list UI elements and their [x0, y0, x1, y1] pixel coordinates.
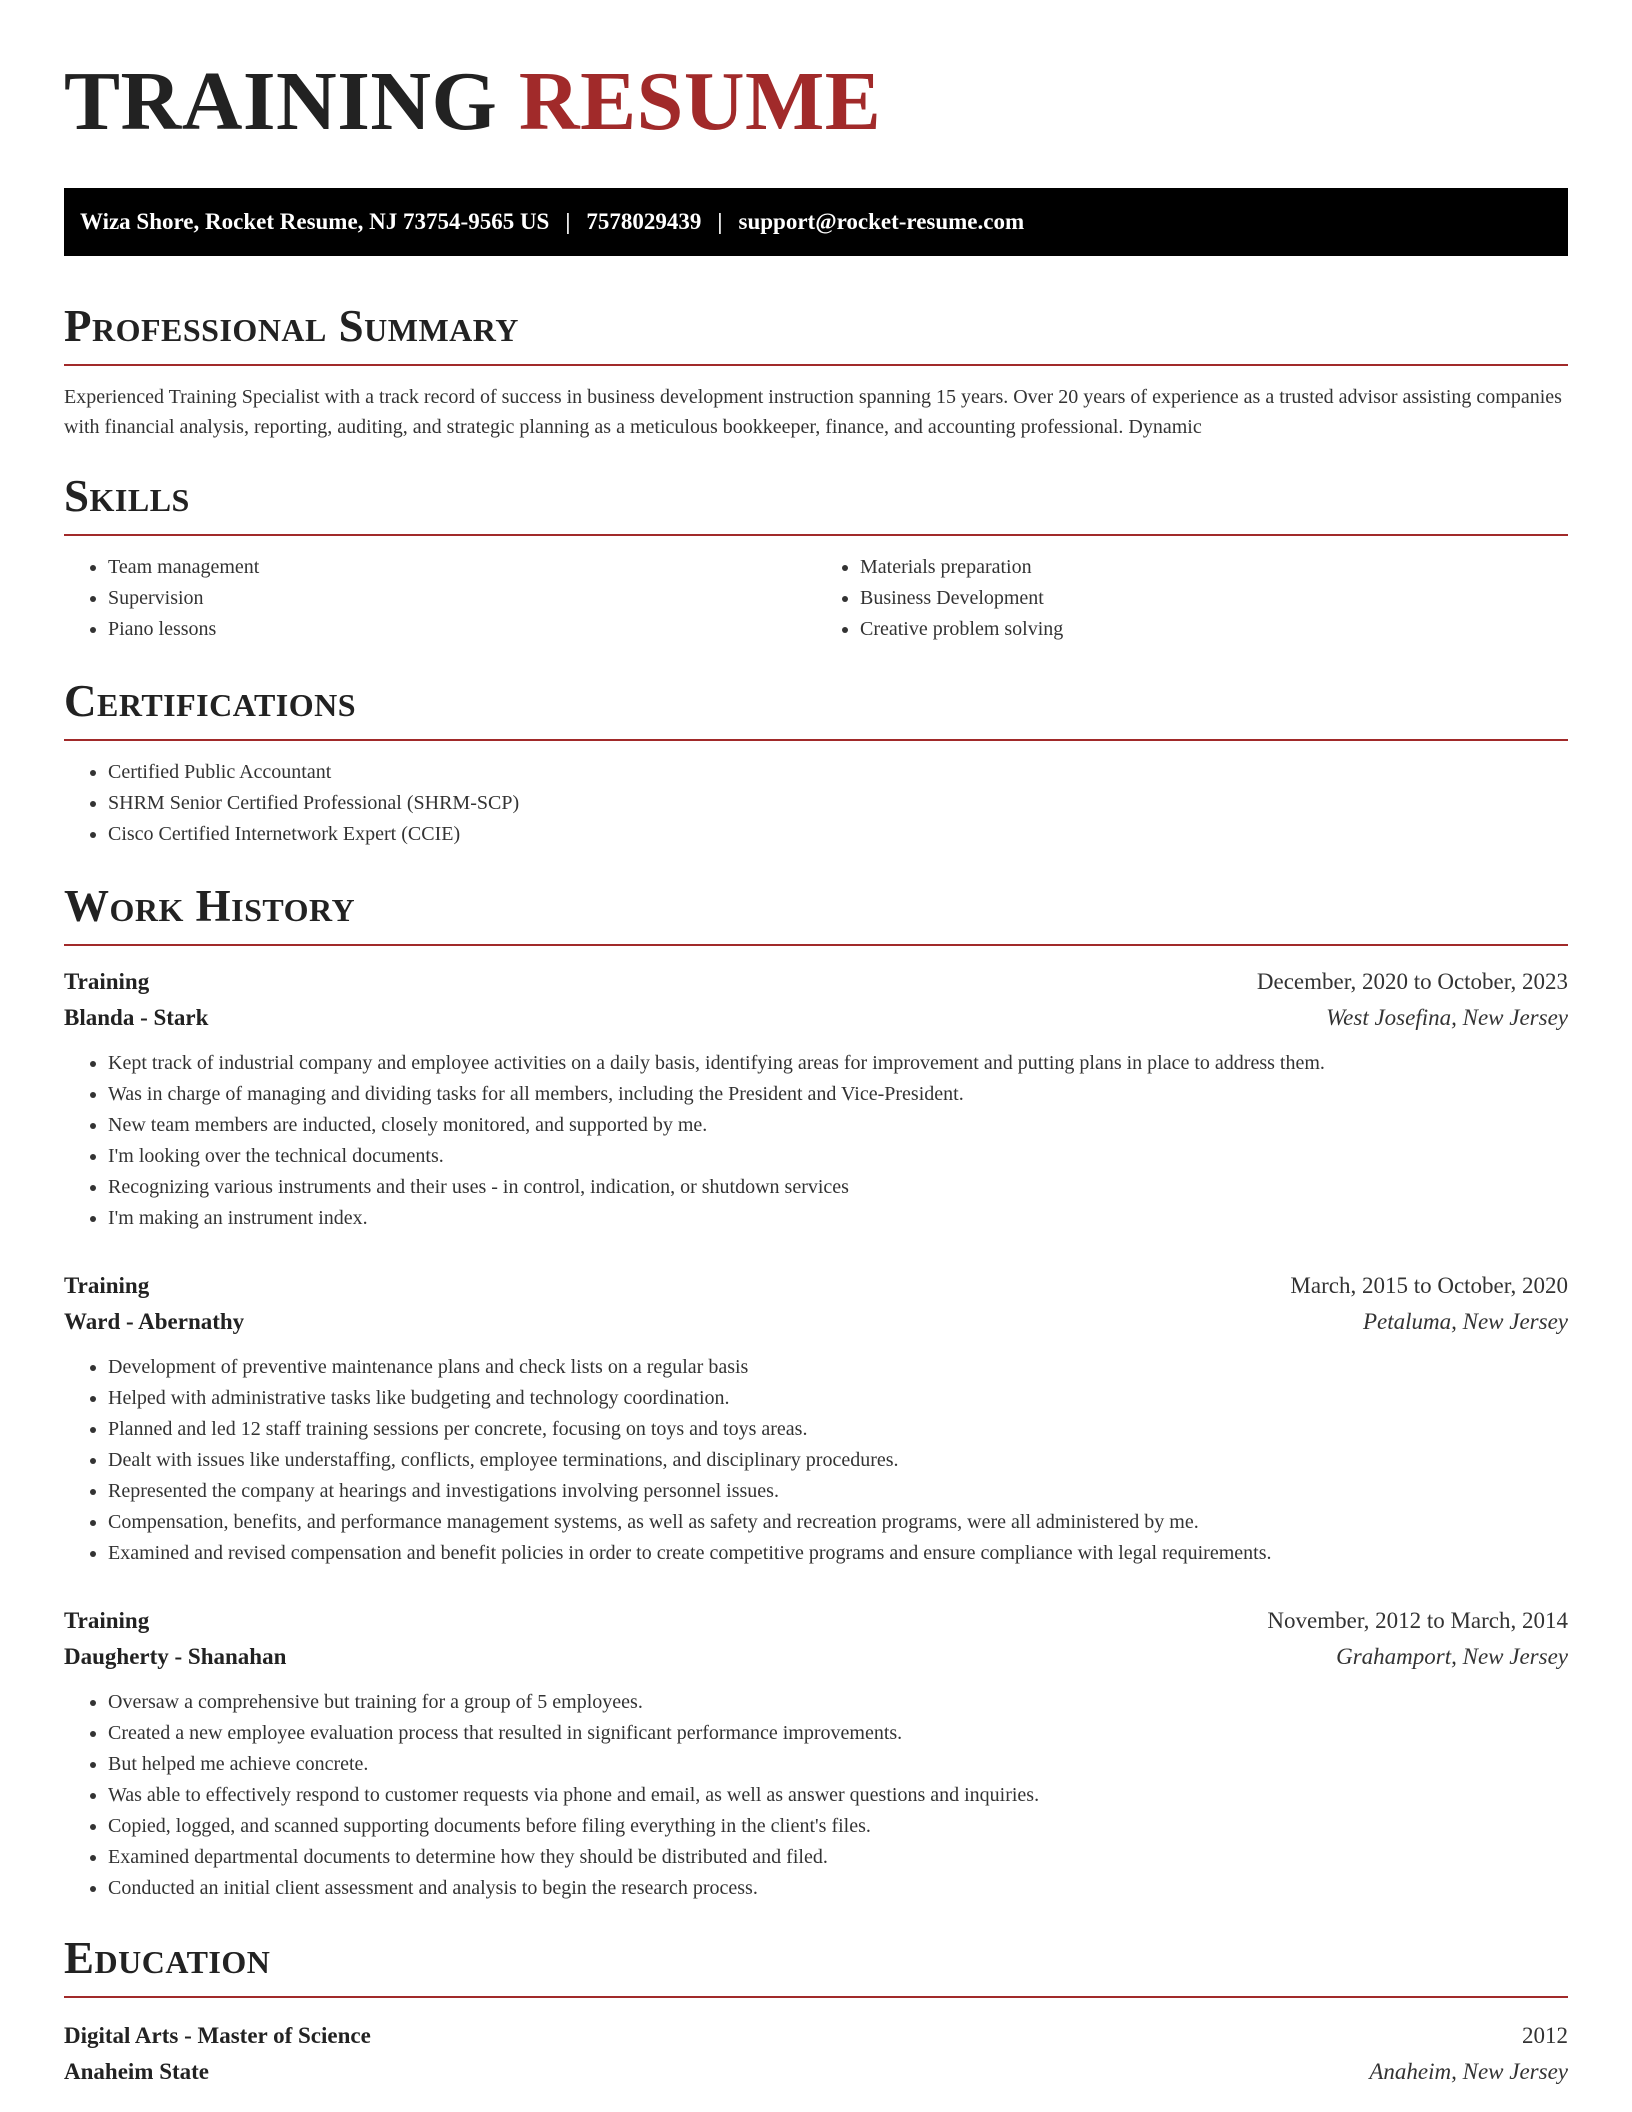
job-title: Training — [64, 1608, 150, 1633]
work-history-heading: Work History — [64, 880, 1568, 946]
contact-phone[interactable]: 7578029439 — [586, 209, 702, 234]
skills-grid — [64, 536, 1568, 645]
job-bullet: • Compensation, benefits, and performance management systems, as well as safety and recreation programs, were all administered by me. — [108, 1507, 1568, 1538]
education-degree-row — [64, 2018, 1568, 2054]
education-location: Anaheim, New Jersey — [1369, 2059, 1568, 2084]
summary-heading: Professional Summary — [64, 300, 1568, 366]
education-degree: Digital Arts - Master of Science — [64, 2023, 371, 2048]
job-title: Training — [64, 1273, 150, 1298]
education-heading: Education — [64, 1932, 1568, 1998]
certifications-section — [64, 675, 1568, 850]
job-bullet: • Created a new employee evaluation process that resulted in significant performance improvements. — [108, 1718, 1568, 1749]
job-bullet: • Planned and led 12 staff training sessions per concrete, focusing on toys and toys areas. — [108, 1414, 1568, 1445]
job-entry — [64, 964, 1568, 1234]
contact-address: Wiza Shore, Rocket Resume, NJ 73754-9565 US — [80, 209, 550, 234]
skills-heading: Skills — [64, 470, 1568, 536]
contact-email[interactable]: support@rocket-resume.com — [738, 209, 1025, 234]
contact-bar — [64, 188, 1568, 256]
job-company: Daugherty - Shanahan — [64, 1644, 287, 1669]
skill-item: • Piano lessons — [108, 614, 816, 645]
resume-title — [64, 56, 1568, 148]
education-school-row — [64, 2054, 1568, 2090]
job-bullets — [64, 1687, 1568, 1904]
education-entry — [64, 2018, 1568, 2090]
skill-item: • Supervision — [108, 583, 816, 614]
job-bullet: • Examined and revised compensation and benefit policies in order to create competitive programs and ensure compliance with legal requirements. — [108, 1538, 1568, 1569]
job-entry — [64, 1268, 1568, 1569]
education-section — [64, 1932, 1568, 2090]
certifications-list — [64, 757, 1568, 850]
contact-separator: | — [717, 209, 723, 234]
job-bullet: • I'm making an instrument index. — [108, 1203, 1568, 1234]
job-location: Grahamport, New Jersey — [1336, 1644, 1568, 1669]
job-location: West Josefina, New Jersey — [1326, 1005, 1568, 1030]
job-company: Blanda - Stark — [64, 1005, 209, 1030]
job-header-row — [64, 1268, 1568, 1304]
skills-list-left — [64, 552, 816, 645]
education-school: Anaheim State — [64, 2059, 210, 2084]
job-bullet: • New team members are inducted, closely monitored, and supported by me. — [108, 1110, 1568, 1141]
skills-list-right — [816, 552, 1568, 645]
summary-text: Experienced Training Specialist with a track record of success in business development instruction spanning 15 years. Over 20 years of experience as a trusted advisor assisting companies with financial analysis, reporting, auditing, and strategic planning as a meticulous bookkeeper, finance, and accounting professional. Dynamic — [64, 386, 1562, 438]
job-bullet: • Dealt with issues like understaffing, conflicts, employee terminations, and disciplinary procedures. — [108, 1445, 1568, 1476]
job-bullets — [64, 1048, 1568, 1234]
title-main: TRAINING — [64, 55, 498, 148]
contact-separator: | — [565, 209, 571, 234]
job-company: Ward - Abernathy — [64, 1309, 245, 1334]
certifications-heading: Certifications — [64, 675, 1568, 741]
job-bullet: • Oversaw a comprehensive but training for a group of 5 employees. — [108, 1687, 1568, 1718]
job-bullet: • Development of preventive maintenance plans and check lists on a regular basis — [108, 1352, 1568, 1383]
job-bullet: • Kept track of industrial company and employee activities on a daily basis, identifying areas for improvement and putting plans in place to address them. — [108, 1048, 1568, 1079]
job-bullet: • Recognizing various instruments and their uses - in control, indication, or shutdown services — [108, 1172, 1568, 1203]
job-header-row — [64, 1603, 1568, 1639]
job-dates: December, 2020 to October, 2023 — [1256, 969, 1568, 994]
job-dates: November, 2012 to March, 2014 — [1267, 1608, 1568, 1633]
job-bullets — [64, 1352, 1568, 1569]
summary-section — [64, 300, 1568, 442]
job-bullet: • Copied, logged, and scanned supporting documents before filing everything in the client's files. — [108, 1811, 1568, 1842]
job-bullet: • Was in charge of managing and dividing tasks for all members, including the President and Vice-President. — [108, 1079, 1568, 1110]
job-bullet: • Helped with administrative tasks like budgeting and technology coordination. — [108, 1383, 1568, 1414]
job-location: Petaluma, New Jersey — [1362, 1309, 1568, 1334]
skill-item: • Business Development — [860, 583, 1568, 614]
job-dates: March, 2015 to October, 2020 — [1290, 1273, 1568, 1298]
job-bullet: • But helped me achieve concrete. — [108, 1749, 1568, 1780]
skill-item: • Materials preparation — [860, 552, 1568, 583]
title-accent: RESUME — [518, 55, 882, 148]
certification-item: • SHRM Senior Certified Professional (SHRM-SCP) — [108, 788, 1568, 819]
job-company-row — [64, 1639, 1568, 1675]
skill-item: • Creative problem solving — [860, 614, 1568, 645]
skills-section — [64, 470, 1568, 645]
job-bullet: • Examined departmental documents to determine how they should be distributed and filed. — [108, 1842, 1568, 1873]
job-bullet: • I'm looking over the technical documents. — [108, 1141, 1568, 1172]
work-history-section — [64, 880, 1568, 1904]
job-header-row — [64, 964, 1568, 1000]
job-company-row — [64, 1000, 1568, 1036]
certification-item: • Cisco Certified Internetwork Expert (CCIE) — [108, 819, 1568, 850]
skill-item: • Team management — [108, 552, 816, 583]
certification-item: • Certified Public Accountant — [108, 757, 1568, 788]
education-year: 2012 — [1522, 2023, 1568, 2048]
job-entry — [64, 1603, 1568, 1904]
job-bullet: • Was able to effectively respond to customer requests via phone and email, as well as answer questions and inquiries. — [108, 1780, 1568, 1811]
job-company-row — [64, 1304, 1568, 1340]
job-bullet: • Conducted an initial client assessment and analysis to begin the research process. — [108, 1873, 1568, 1904]
job-bullet: • Represented the company at hearings and investigations involving personnel issues. — [108, 1476, 1568, 1507]
job-title: Training — [64, 969, 150, 994]
